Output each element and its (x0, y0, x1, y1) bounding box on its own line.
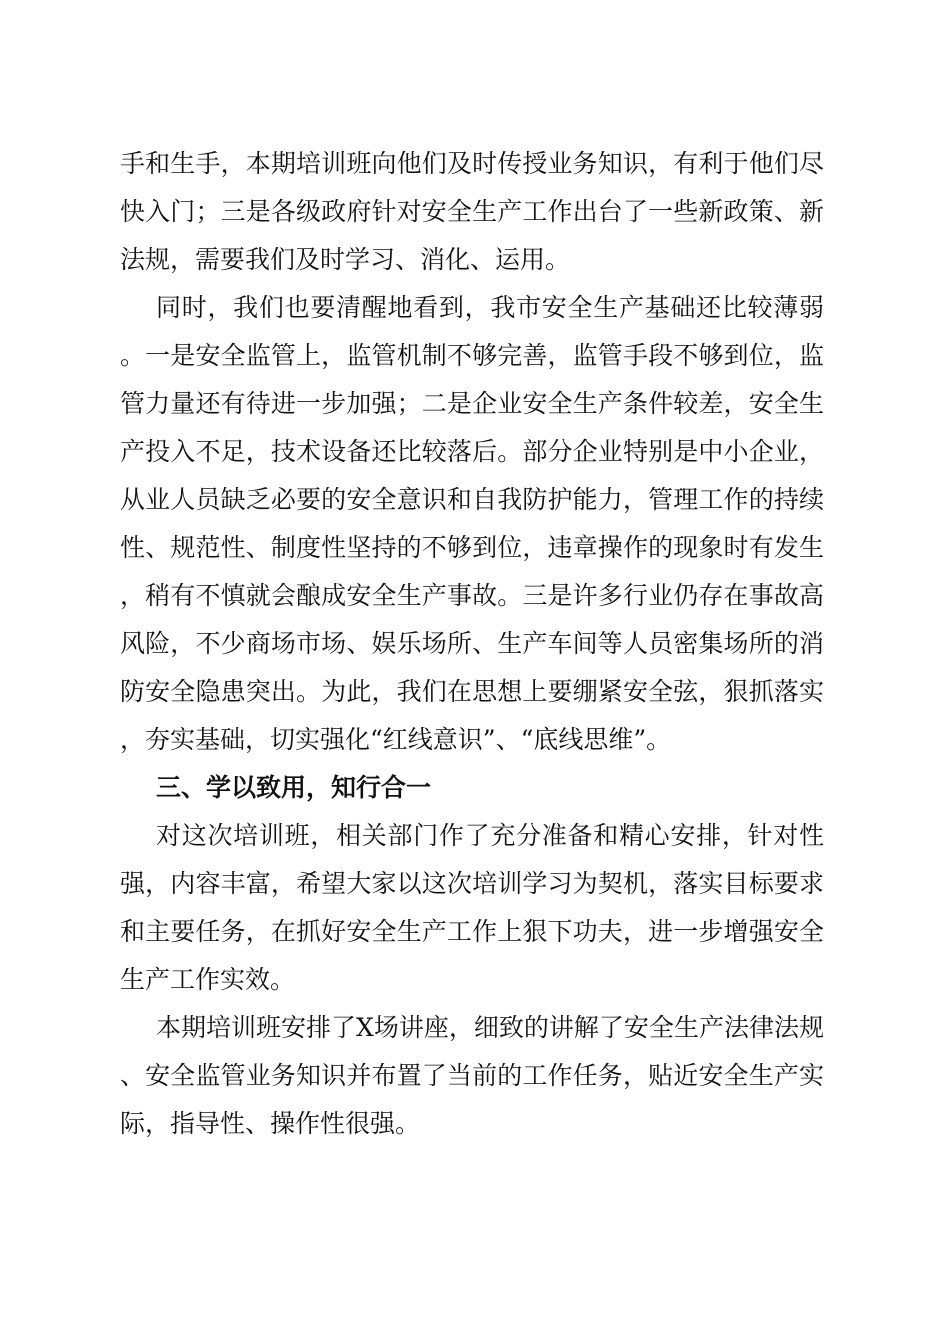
paragraph-training-arrangement: 对这次培训班，相关部门作了充分准备和精心安排，针对性强，内容丰富，希望大家以这次培训学习为契机，落实目标要求和主要任务，在抓好安全生产工作上狠下功夫，进一步增强安全生产工作实效。 (120, 821, 824, 994)
paragraph-continuation: 手和生手，本期培训班向他们及时传授业务知识，有利于他们尽快入门；三是各级政府针对安全生产工作出台了一些新政策、新法规，需要我们及时学习、消化、运用。 (120, 149, 824, 274)
section-heading-three: 三、学以致用，知行合一 (156, 773, 432, 802)
document-body (120, 140, 824, 1148)
paragraph-safety-foundation: 同时，我们也要清醒地看到，我市安全生产基础还比较薄弱。一是安全监管上，监管机制不够完善，监管手段不够到位，监管力量还有待进一步加强；二是企业安全生产条件较差，安全生产投入不足，技术设备还比较落后。部分企业特别是中小企业，从业人员缺乏必要的安全意识和自我防护能力，管理工作的持续性、规范性、制度性坚持的不够到位，违章操作的现象时有发生，稍有不慎就会酿成安全生产事故。三是许多行业仍存在事故高风险，不少商场市场、娱乐场所、生产车间等人员密集场所的消防安全隐患突出。为此，我们在思想上要绷紧安全弦，狠抓落实，夯实基础，切实强化“红线意识”、“底线思维”。 (120, 293, 824, 754)
paragraph-lectures: 本期培训班安排了X场讲座，细致的讲解了安全生产法律法规、安全监管业务知识并布置了当前的工作任务，贴近安全生产实际，指导性、操作性很强。 (120, 1013, 824, 1138)
